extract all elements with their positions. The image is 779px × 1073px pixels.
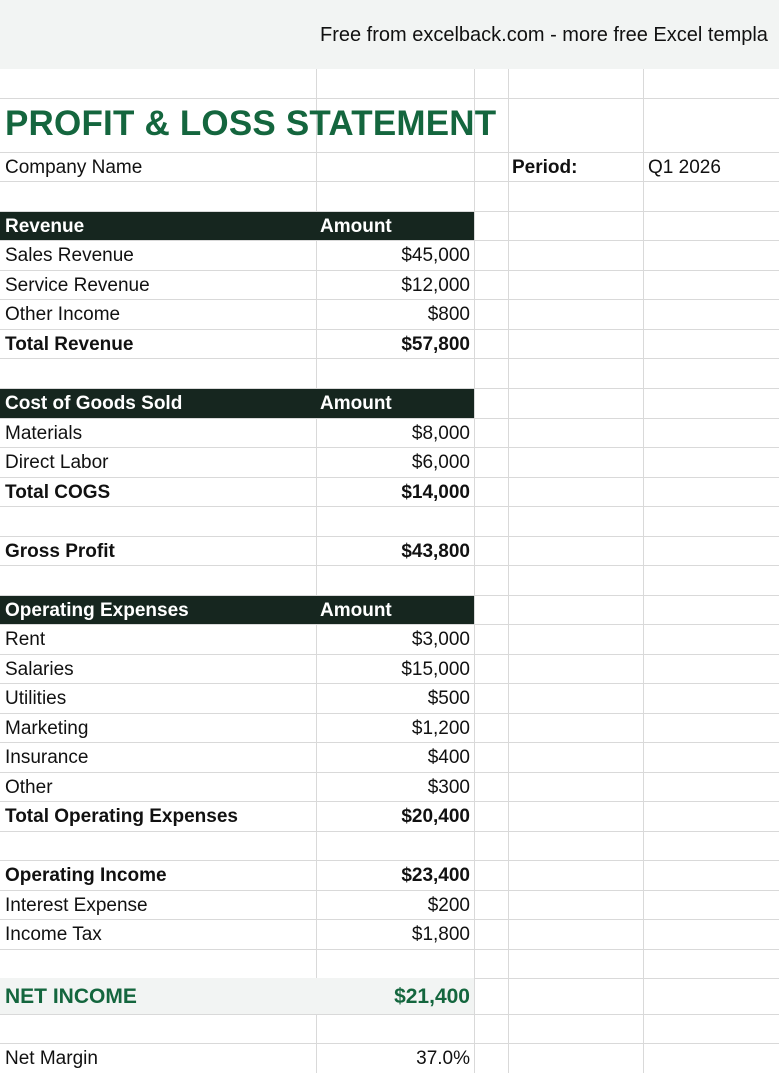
revenue-row-label[interactable]: Sales Revenue bbox=[5, 245, 134, 266]
revenue-row-amount[interactable]: $12,000 bbox=[401, 275, 470, 296]
net-margin-amount[interactable]: 37.0% bbox=[416, 1048, 470, 1069]
total-cogs-label[interactable]: Total COGS bbox=[5, 482, 111, 503]
period-label[interactable]: Period: bbox=[512, 157, 578, 178]
total-opex-amount[interactable]: $20,400 bbox=[401, 806, 470, 827]
net-income-amount[interactable]: $21,400 bbox=[394, 985, 470, 1008]
opex-row-label[interactable]: Utilities bbox=[5, 688, 67, 709]
period-value[interactable]: Q1 2026 bbox=[648, 157, 721, 178]
opex-row-amount[interactable]: $300 bbox=[427, 777, 470, 798]
opex-row-label[interactable]: Marketing bbox=[5, 718, 89, 739]
net-income-label[interactable]: NET INCOME bbox=[5, 985, 137, 1008]
interest-expense-amount[interactable]: $200 bbox=[427, 895, 470, 916]
cogs-row-amount[interactable]: $8,000 bbox=[411, 423, 470, 444]
net-margin-label[interactable]: Net Margin bbox=[5, 1048, 98, 1069]
income-tax-label[interactable]: Income Tax bbox=[5, 924, 102, 945]
cogs-row-amount[interactable]: $6,000 bbox=[411, 452, 470, 473]
opex-row-amount[interactable]: $400 bbox=[427, 747, 470, 768]
revenue-header[interactable]: Revenue bbox=[0, 212, 316, 240]
operating-income-label[interactable]: Operating Income bbox=[5, 865, 167, 886]
total-opex-label[interactable]: Total Operating Expenses bbox=[5, 806, 238, 827]
total-revenue-amount[interactable]: $57,800 bbox=[401, 334, 470, 355]
revenue-amount-header[interactable]: Amount bbox=[316, 212, 474, 240]
opex-row-label[interactable]: Other bbox=[5, 777, 53, 798]
company-name-cell[interactable]: Company Name bbox=[5, 157, 143, 178]
total-revenue-label[interactable]: Total Revenue bbox=[5, 334, 134, 355]
opex-row-amount[interactable]: $500 bbox=[427, 688, 470, 709]
opex-row-amount[interactable]: $1,200 bbox=[411, 718, 470, 739]
cogs-row-label[interactable]: Direct Labor bbox=[5, 452, 109, 473]
template-banner bbox=[0, 0, 779, 69]
revenue-row-label[interactable]: Service Revenue bbox=[5, 275, 150, 296]
total-cogs-amount[interactable]: $14,000 bbox=[401, 482, 470, 503]
revenue-row-amount[interactable]: $800 bbox=[427, 304, 470, 325]
revenue-row-label[interactable]: Other Income bbox=[5, 304, 121, 325]
banner-text: Free from excelback.com - more free Excel templa bbox=[320, 24, 768, 46]
gross-profit-amount[interactable]: $43,800 bbox=[401, 541, 470, 562]
operating-income-amount[interactable]: $23,400 bbox=[401, 865, 470, 886]
income-tax-amount[interactable]: $1,800 bbox=[411, 924, 470, 945]
opex-header[interactable]: Operating Expenses bbox=[0, 596, 316, 624]
opex-row-amount[interactable]: $3,000 bbox=[411, 629, 470, 650]
cogs-row-label[interactable]: Materials bbox=[5, 423, 83, 444]
opex-amount-header[interactable]: Amount bbox=[316, 596, 474, 624]
opex-row-label[interactable]: Insurance bbox=[5, 747, 89, 768]
revenue-row-amount[interactable]: $45,000 bbox=[401, 245, 470, 266]
interest-expense-label[interactable]: Interest Expense bbox=[5, 895, 148, 916]
gross-profit-label[interactable]: Gross Profit bbox=[5, 541, 115, 562]
cogs-header[interactable]: Cost of Goods Sold bbox=[0, 389, 316, 418]
opex-row-label[interactable]: Rent bbox=[5, 629, 46, 650]
opex-row-label[interactable]: Salaries bbox=[5, 659, 74, 680]
cogs-amount-header[interactable]: Amount bbox=[316, 389, 474, 418]
opex-row-amount[interactable]: $15,000 bbox=[401, 659, 470, 680]
page-title[interactable]: PROFIT & LOSS STATEMENT bbox=[5, 104, 497, 143]
